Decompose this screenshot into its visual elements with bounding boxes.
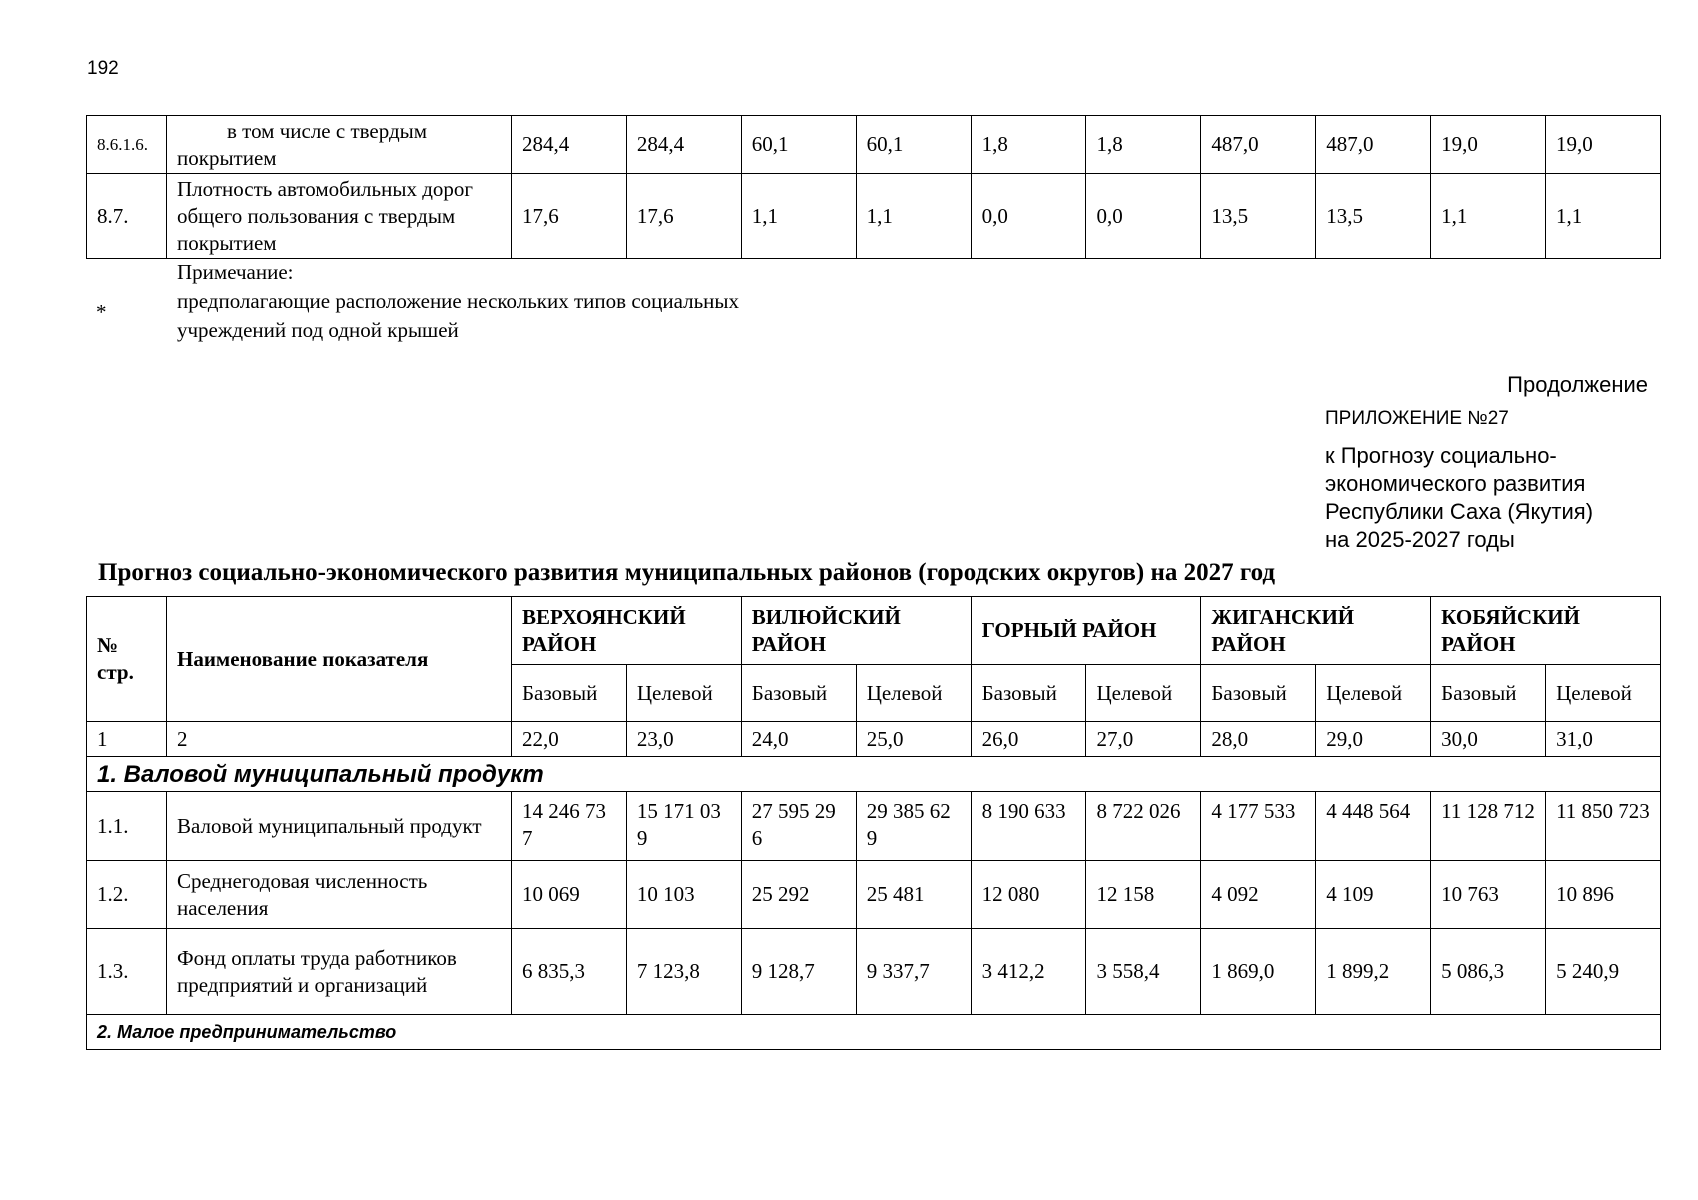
appendix-line: экономического развития bbox=[1325, 471, 1586, 496]
subheader-base: Базовый bbox=[971, 665, 1086, 722]
value-cell: 60,1 bbox=[856, 116, 971, 174]
appendix-label: ПРИЛОЖЕНИЕ №27 bbox=[1325, 408, 1509, 429]
header-num: № стр. bbox=[87, 597, 167, 722]
value-cell: 8 722 026 bbox=[1086, 792, 1201, 861]
note-title: Примечание: bbox=[177, 260, 294, 284]
subheader-base: Базовый bbox=[1431, 665, 1546, 722]
value-cell: 487,0 bbox=[1201, 116, 1316, 174]
header-name: Наименование показателя bbox=[167, 597, 512, 722]
row-number: 1.1. bbox=[87, 792, 167, 861]
value-cell: 29 385 629 bbox=[856, 792, 971, 861]
top-table bbox=[86, 115, 1661, 259]
value-cell: 5 240,9 bbox=[1546, 929, 1661, 1015]
value-cell: 1,1 bbox=[856, 174, 971, 259]
value-cell: 5 086,3 bbox=[1431, 929, 1546, 1015]
appendix-line: на 2025-2027 годы bbox=[1325, 527, 1515, 552]
value-cell: 10 763 bbox=[1431, 861, 1546, 929]
value-cell: 4 177 533 bbox=[1201, 792, 1316, 861]
value-cell: 11 128 712 bbox=[1431, 792, 1546, 861]
value-cell: 13,5 bbox=[1316, 174, 1431, 259]
row-name: Плотность автомобильных дорог общего пользования с твердым покрытием bbox=[167, 174, 512, 259]
value-cell: 1,1 bbox=[741, 174, 856, 259]
subheader-target: Целевой bbox=[1086, 665, 1201, 722]
value-cell: 4 448 564 bbox=[1316, 792, 1431, 861]
row-number: 1.2. bbox=[87, 861, 167, 929]
value-cell: 17,6 bbox=[512, 174, 627, 259]
row-number: 1.3. bbox=[87, 929, 167, 1015]
value-cell: 19,0 bbox=[1431, 116, 1546, 174]
table-row bbox=[87, 792, 1661, 861]
row-name: в том числе с твердым покрытием bbox=[167, 116, 512, 174]
value-cell: 22,0 bbox=[512, 722, 627, 757]
value-cell: 28,0 bbox=[1201, 722, 1316, 757]
value-cell: 25 292 bbox=[741, 861, 856, 929]
note-line-2: учреждений под одной крышей bbox=[177, 318, 459, 342]
value-cell: 25 481 bbox=[856, 861, 971, 929]
subheader-target: Целевой bbox=[856, 665, 971, 722]
value-cell: 30,0 bbox=[1431, 722, 1546, 757]
value-cell: 6 835,3 bbox=[512, 929, 627, 1015]
subheader-target: Целевой bbox=[626, 665, 741, 722]
value-cell: 25,0 bbox=[856, 722, 971, 757]
value-cell: 27 595 296 bbox=[741, 792, 856, 861]
value-cell: 0,0 bbox=[1086, 174, 1201, 259]
value-cell: 13,5 bbox=[1201, 174, 1316, 259]
value-cell: 8 190 633 bbox=[971, 792, 1086, 861]
value-cell: 27,0 bbox=[1086, 722, 1201, 757]
row-number: 8.7. bbox=[87, 174, 167, 259]
row-number: 8.6.1.6. bbox=[87, 116, 167, 174]
value-cell: 60,1 bbox=[741, 116, 856, 174]
subheader-base: Базовый bbox=[741, 665, 856, 722]
value-cell: 0,0 bbox=[971, 174, 1086, 259]
continuation-label: Продолжение bbox=[1507, 372, 1648, 397]
value-cell: 11 850 723 bbox=[1546, 792, 1661, 861]
value-cell: 3 558,4 bbox=[1086, 929, 1201, 1015]
value-cell: 1 869,0 bbox=[1201, 929, 1316, 1015]
value-cell: 31,0 bbox=[1546, 722, 1661, 757]
value-cell: 15 171 039 bbox=[626, 792, 741, 861]
header-district: ВИЛЮЙСКИЙ РАЙОН bbox=[741, 597, 971, 665]
value-cell: 1 899,2 bbox=[1316, 929, 1431, 1015]
value-cell: 12 158 bbox=[1086, 861, 1201, 929]
header-row bbox=[87, 597, 1661, 665]
value-cell: 17,6 bbox=[626, 174, 741, 259]
value-cell: 10 103 bbox=[626, 861, 741, 929]
value-cell: 1,1 bbox=[1431, 174, 1546, 259]
value-cell: 9 128,7 bbox=[741, 929, 856, 1015]
value-cell: 10 069 bbox=[512, 861, 627, 929]
appendix-line: к Прогнозу социально- bbox=[1325, 443, 1557, 468]
row-name: Фонд оплаты труда работников предприятий и организаций bbox=[167, 929, 512, 1015]
table-row bbox=[87, 861, 1661, 929]
value-cell: 24,0 bbox=[741, 722, 856, 757]
value-cell: 19,0 bbox=[1546, 116, 1661, 174]
value-cell: 7 123,8 bbox=[626, 929, 741, 1015]
value-cell: 1,8 bbox=[971, 116, 1086, 174]
header-district: ВЕРХОЯНСКИЙ РАЙОН bbox=[512, 597, 742, 665]
header-district: КОБЯЙСКИЙ РАЙОН bbox=[1431, 597, 1661, 665]
header-district: ЖИГАНСКИЙ РАЙОН bbox=[1201, 597, 1431, 665]
section-2-row bbox=[87, 1015, 1661, 1050]
main-table bbox=[86, 596, 1661, 1050]
value-cell: 4 109 bbox=[1316, 861, 1431, 929]
table-row bbox=[87, 174, 1661, 259]
value-cell: 1,8 bbox=[1086, 116, 1201, 174]
appendix-description bbox=[1325, 442, 1593, 554]
section-1-row-label: 1. Валовой муниципальный продукт bbox=[87, 757, 1661, 792]
value-cell: 9 337,7 bbox=[856, 929, 971, 1015]
subheader-target: Целевой bbox=[1316, 665, 1431, 722]
table-row bbox=[87, 722, 1661, 757]
value-cell: 3 412,2 bbox=[971, 929, 1086, 1015]
table-row bbox=[87, 929, 1661, 1015]
table-row bbox=[87, 116, 1661, 174]
value-cell: 4 092 bbox=[1201, 861, 1316, 929]
section-1-row bbox=[87, 757, 1661, 792]
row-name: 2 bbox=[167, 722, 512, 757]
section-2-row-label: 2. Малое предпринимательство bbox=[87, 1015, 1661, 1050]
page-number: 192 bbox=[87, 58, 119, 79]
subheader-base: Базовый bbox=[512, 665, 627, 722]
value-cell: 284,4 bbox=[626, 116, 741, 174]
value-cell: 1,1 bbox=[1546, 174, 1661, 259]
value-cell: 14 246 737 bbox=[512, 792, 627, 861]
note-marker: * bbox=[96, 300, 107, 324]
header-district: ГОРНЫЙ РАЙОН bbox=[971, 597, 1201, 665]
document-title: Прогноз социально-экономического развития муниципальных районов (городских округов) на 2027 год bbox=[98, 559, 1276, 586]
value-cell: 284,4 bbox=[512, 116, 627, 174]
note-line-1: предполагающие расположение нескольких типов социальных bbox=[177, 289, 740, 313]
value-cell: 26,0 bbox=[971, 722, 1086, 757]
appendix-line: Республики Саха (Якутия) bbox=[1325, 499, 1594, 524]
row-name: Среднегодовая численность населения bbox=[167, 861, 512, 929]
subheader-base: Базовый bbox=[1201, 665, 1316, 722]
value-cell: 29,0 bbox=[1316, 722, 1431, 757]
row-name: Валовой муниципальный продукт bbox=[167, 792, 512, 861]
value-cell: 12 080 bbox=[971, 861, 1086, 929]
value-cell: 487,0 bbox=[1316, 116, 1431, 174]
row-number: 1 bbox=[87, 722, 167, 757]
subheader-target: Целевой bbox=[1546, 665, 1661, 722]
value-cell: 23,0 bbox=[626, 722, 741, 757]
value-cell: 10 896 bbox=[1546, 861, 1661, 929]
